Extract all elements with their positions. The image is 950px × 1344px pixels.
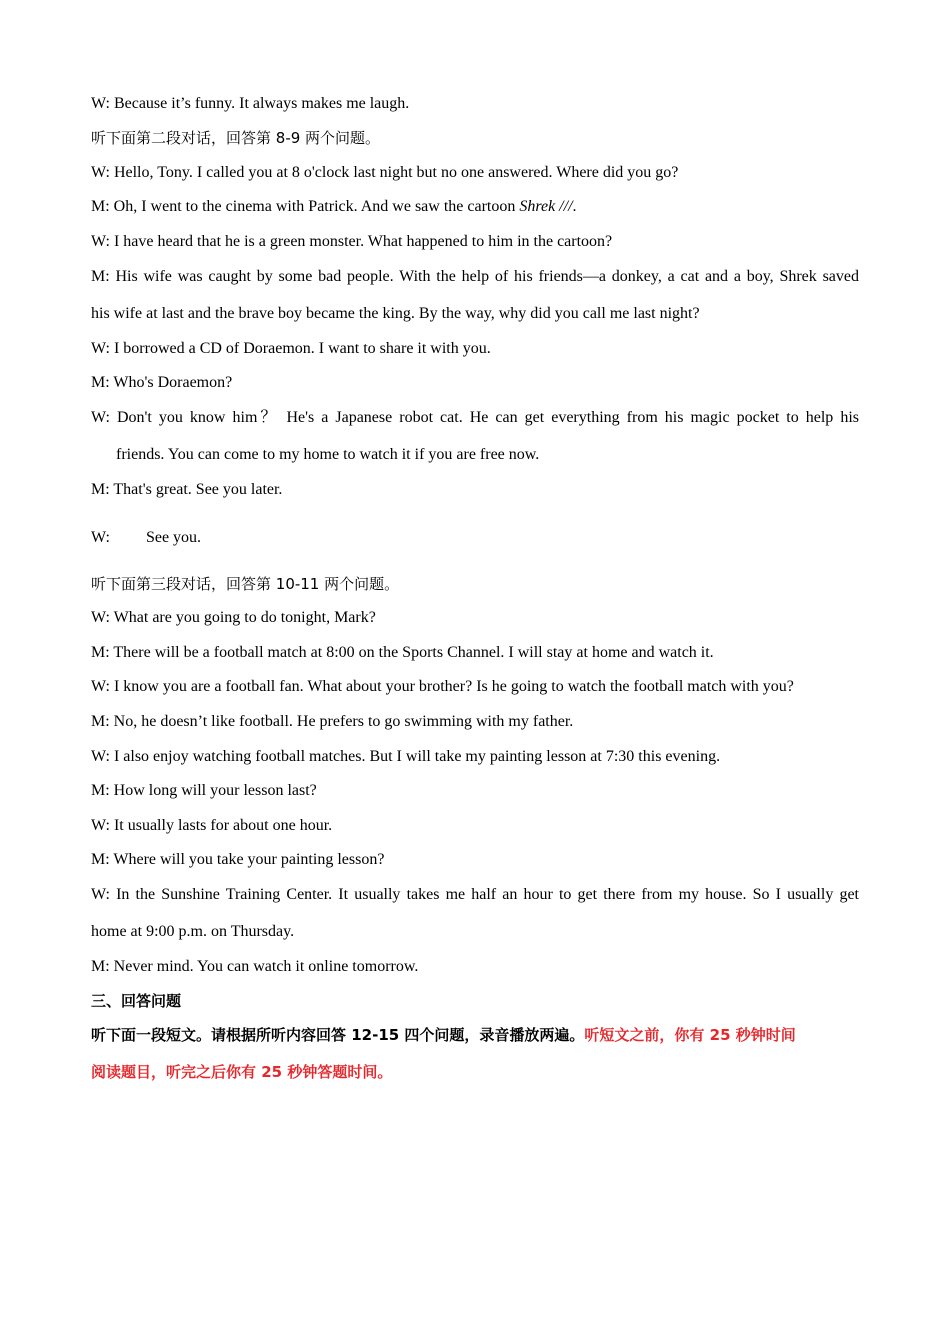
dialogue-line-continued: friends. You can come to my home to watch it if you are free now. xyxy=(116,446,540,463)
dialogue-line: M: That's great. See you later. xyxy=(91,481,283,498)
dialogue-line: M: Never mind. You can watch it online tomorrow. xyxy=(91,958,419,975)
dialogue-line: W: In the Sunshine Training Center. It usually takes me half an hour to get there from my house. So I usually get xyxy=(91,886,859,903)
dialogue-line: W: I borrowed a CD of Doraemon. I want to share it with you. xyxy=(91,340,491,357)
instructions-timing-line: 阅读题目，听完之后你有 25 秒钟答题时间。 xyxy=(91,1063,393,1081)
dialogue-line: M: Who's Doraemon? xyxy=(91,374,233,391)
dialogue-line-continued: home at 9:00 p.m. on Thursday. xyxy=(91,923,295,940)
dialogue-line: W: I have heard that he is a green monster. What happened to him in the cartoon? xyxy=(91,233,613,250)
instructions-line xyxy=(91,1025,859,1045)
dialogue-text: M: Oh, I went to the cinema with Patrick. And we saw the cartoon xyxy=(91,198,520,215)
section-heading-conversation-2: 听下面第二段对话，回答第 8-9 两个问题。 xyxy=(91,129,381,147)
dialogue-line: M: There will be a football match at 8:00 on the Sports Channel. I will stay at home and watch it. xyxy=(91,644,714,661)
dialogue-line: W: It usually lasts for about one hour. xyxy=(91,817,333,834)
dialogue-line-continued: his wife at last and the brave boy became the king. By the way, why did you call me last night? xyxy=(91,305,700,322)
dialogue-line xyxy=(91,528,859,548)
part-title: 三、回答问题 xyxy=(91,992,182,1010)
dialogue-line: W: What are you going to do tonight, Mark? xyxy=(91,609,376,626)
instructions-timing-text: 听短文之前，你有 25 秒钟时间 xyxy=(584,1026,796,1044)
dialogue-line: W: Don't you know him？ He's a Japanese robot cat. He can get everything from his magic pocket to help his xyxy=(91,409,860,426)
dialogue-line: W: I also enjoy watching football matches. But I will take my painting lesson at 7:30 this evening. xyxy=(91,748,721,765)
dialogue-line: M: How long will your lesson last? xyxy=(91,782,317,799)
dialogue-line: M: Where will you take your painting lesson? xyxy=(91,851,385,868)
dialogue-line: W: Hello, Tony. I called you at 8 o'clock last night but no one answered. Where did you go? xyxy=(91,164,679,181)
dialogue-text: . xyxy=(572,198,577,215)
dialogue-line: W: I know you are a football fan. What about your brother? Is he going to watch the football match with you? xyxy=(91,678,794,695)
dialogue-text: See you. xyxy=(145,529,202,546)
speaker-label: W: xyxy=(91,529,110,546)
dialogue-line xyxy=(91,197,859,217)
dialogue-line: M: His wife was caught by some bad people. With the help of his friends—a donkey, a cat and a boy, Shrek saved xyxy=(91,268,859,285)
cartoon-title: Shrek /// xyxy=(519,198,573,215)
dialogue-line: M: No, he doesn’t like football. He prefers to go swimming with my father. xyxy=(91,713,574,730)
section-heading-conversation-3: 听下面第三段对话，回答第 10-11 两个问题。 xyxy=(91,575,400,593)
dialogue-line: W: Because it’s funny. It always makes me laugh. xyxy=(91,95,410,112)
instructions-text: 听下面一段短文。请根据所听内容回答 12-15 四个问题，录音播放两遍。 xyxy=(91,1026,585,1044)
